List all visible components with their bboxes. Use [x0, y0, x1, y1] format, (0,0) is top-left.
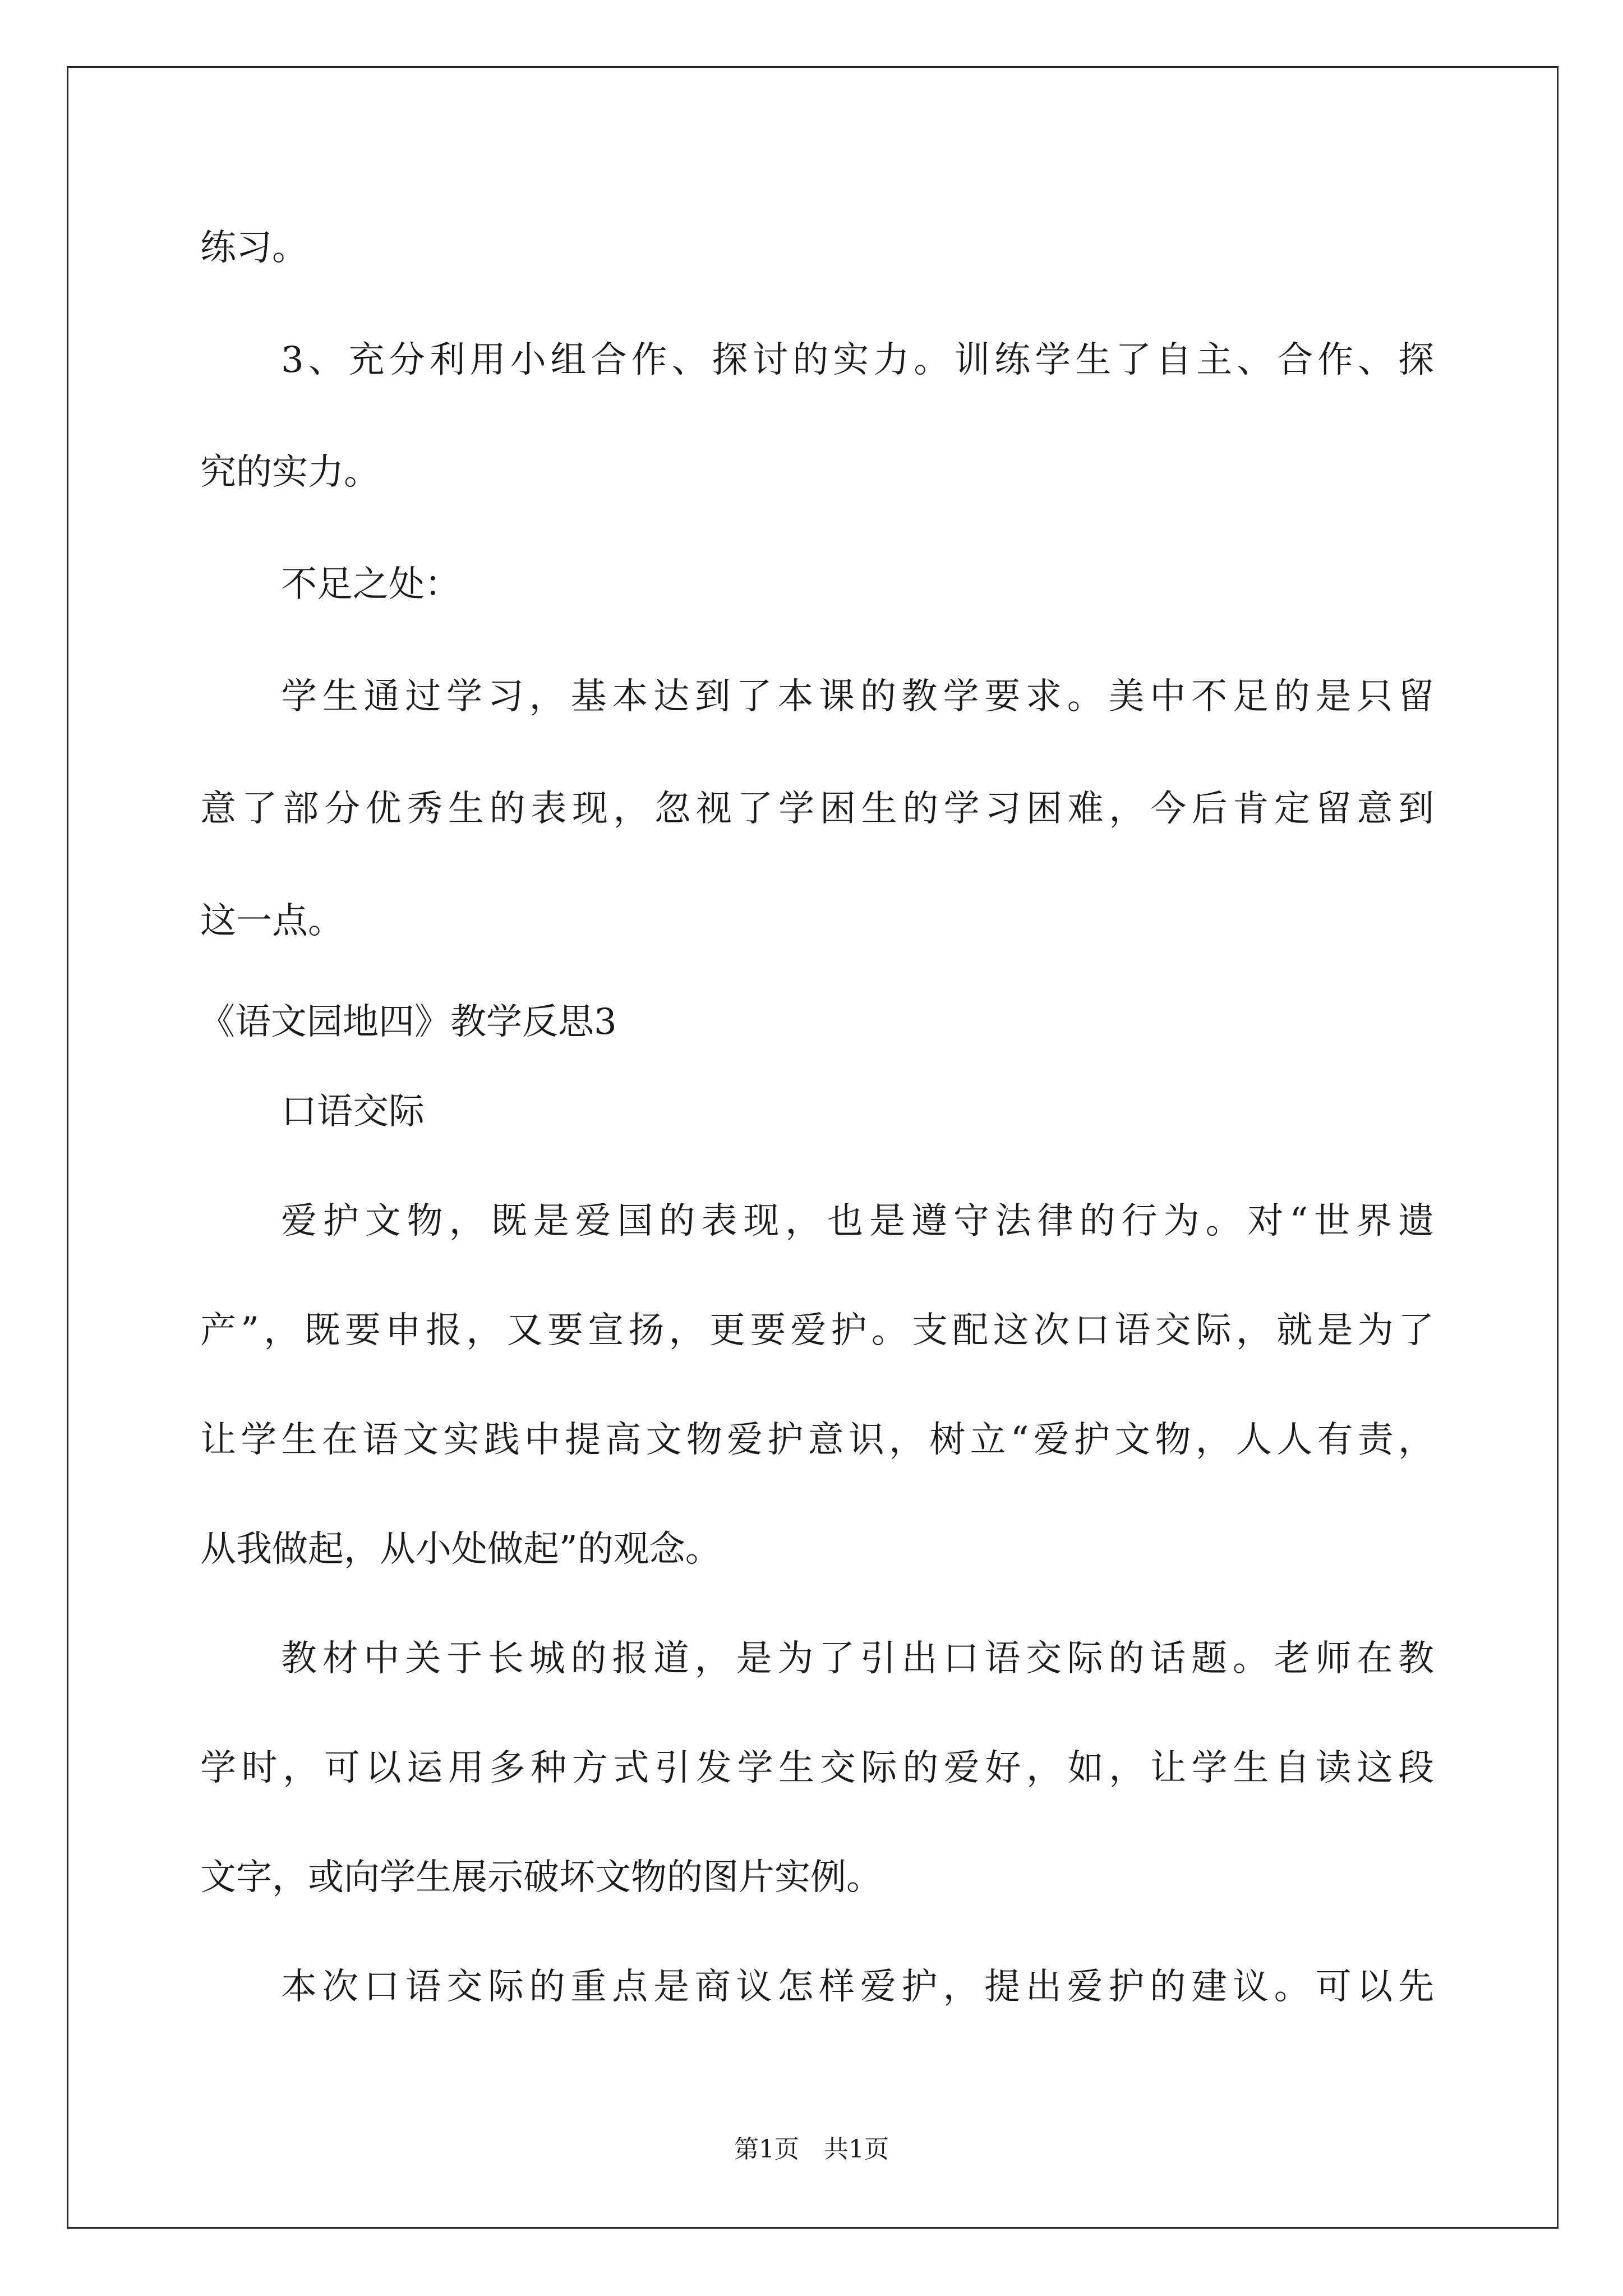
- section-heading: 《语文园地四》教学反思3: [199, 1001, 617, 1043]
- section-label: 不足之处：: [281, 564, 460, 605]
- text-line: 产”，既要申报，又要宣扬，更要爱护。支配这次口语交际，就是为了: [200, 1310, 1434, 1351]
- text-line: 学生通过学习，基本达到了本课的教学要求。美中不足的是只留: [281, 676, 1434, 717]
- text-line: 本次口语交际的重点是商议怎样爱护，提出爱护的建议。可以先: [281, 1966, 1434, 2008]
- page-border: [67, 66, 1559, 2229]
- page-number: 第1页 共1页: [734, 2135, 889, 2164]
- text-line: 这一点。: [200, 900, 344, 942]
- text-line: 文字，或向学生展示破坏文物的图片实例。: [200, 1857, 882, 1898]
- text-line: 学时，可以运用多种方式引发学生交际的爱好，如，让学生自读这段: [200, 1747, 1434, 1789]
- text-line: 爱护文物，既是爱国的表现，也是遵守法律的行为。对“世界遗: [281, 1200, 1434, 1242]
- text-line: 让学生在语文实践中提高文物爱护意识，树立“爱护文物，人人有责，: [200, 1419, 1434, 1461]
- text-line: 3、充分利用小组合作、探讨的实力。训练学生了自主、合作、探: [281, 339, 1434, 381]
- text-line: 究的实力。: [200, 452, 380, 493]
- text-line: 教材中关于长城的报道，是为了引出口语交际的话题。老师在教: [281, 1638, 1434, 1680]
- section-label: 口语交际: [281, 1091, 425, 1133]
- text-line: 从我做起，从小处做起”的观念。: [200, 1529, 721, 1570]
- text-line: 意了部分优秀生的表现，忽视了学困生的学习困难，今后肯定留意到: [200, 788, 1434, 830]
- text-line: 练习。: [200, 227, 308, 269]
